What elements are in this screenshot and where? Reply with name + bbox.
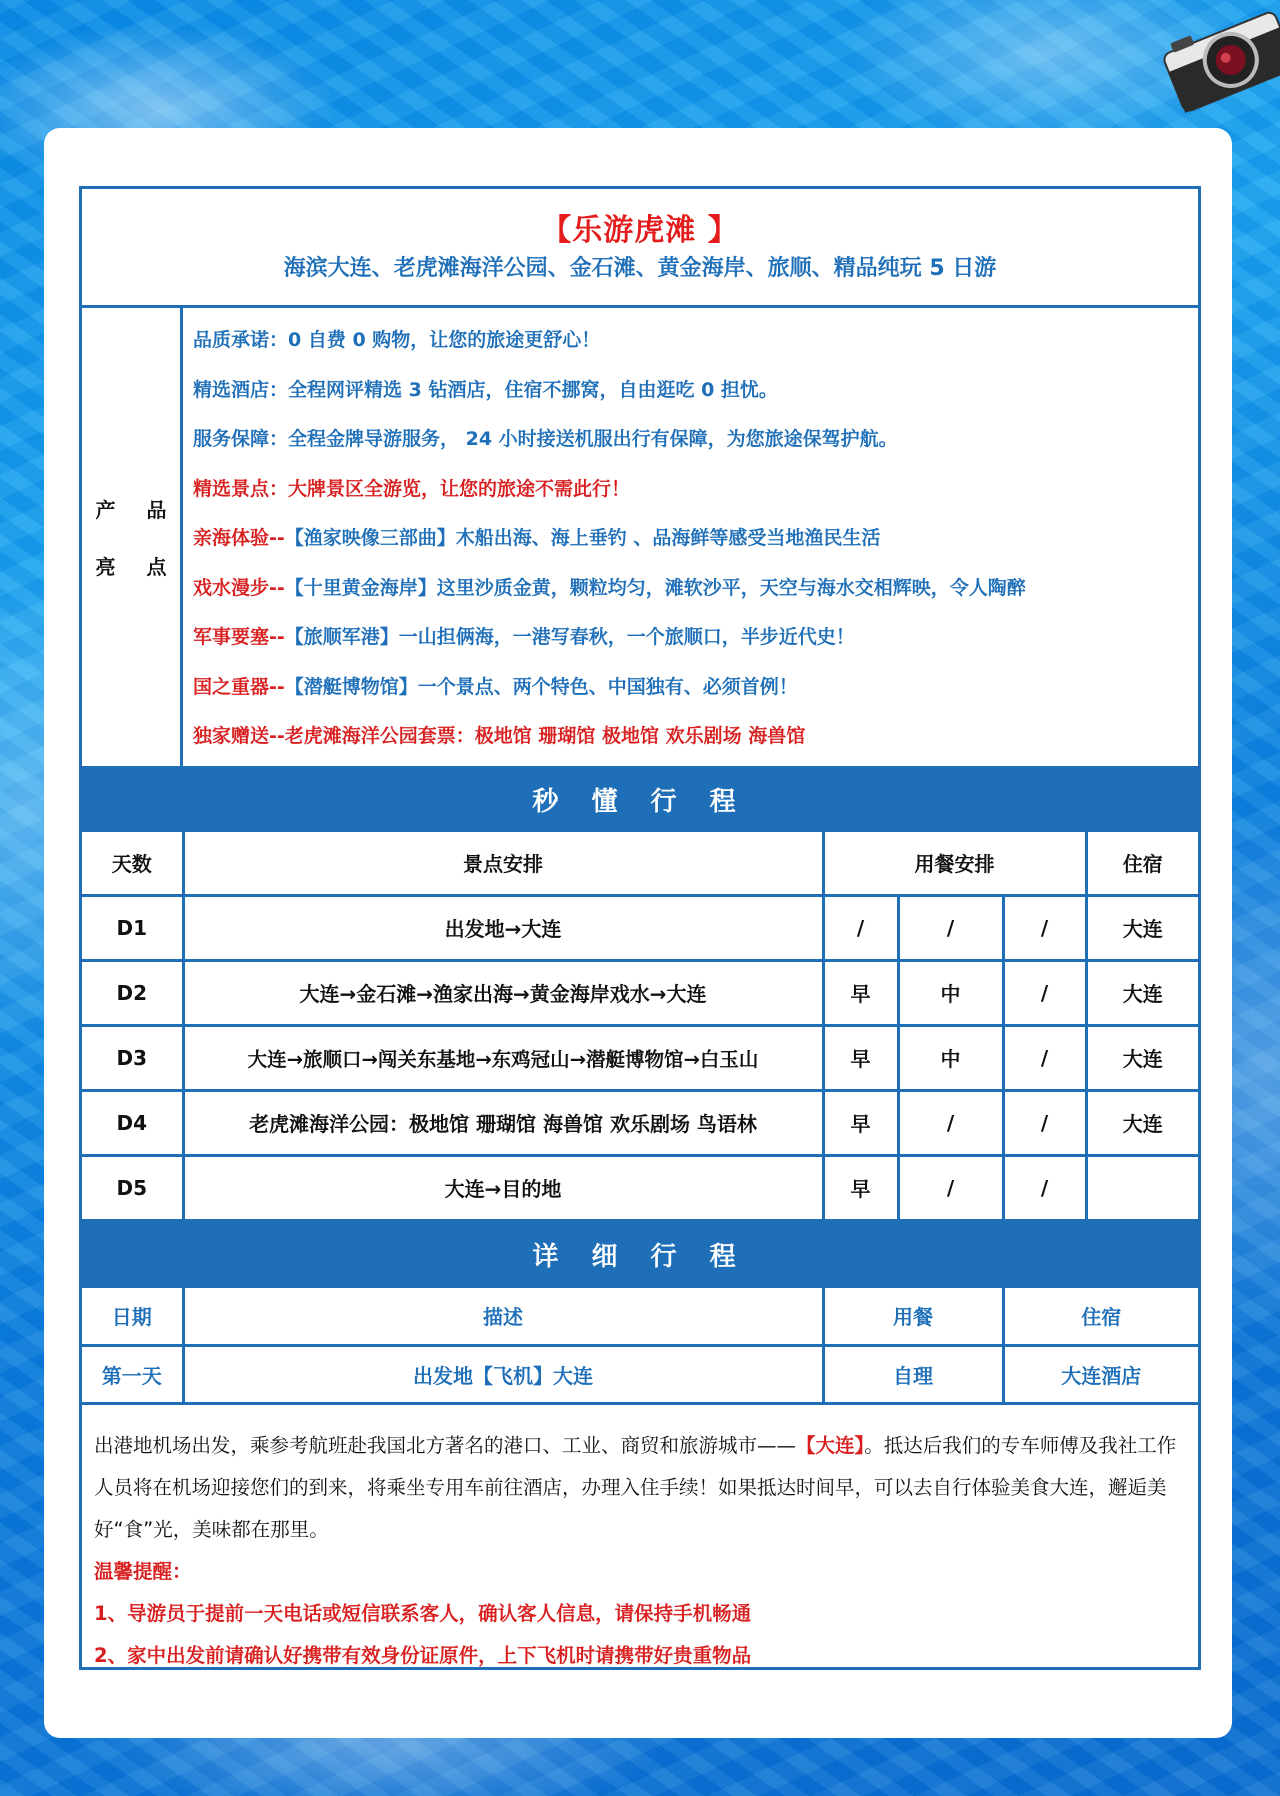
table-row: D2 大连→金石滩→渔家出海→黄金海岸戏水→大连 早 中 / 大连	[82, 960, 1198, 1025]
highlight-item: 戏水漫步--【十里黄金海岸】这里沙质金黄，颗粒均匀，滩软沙平，天空与海水交相辉映，令人陶醉	[193, 576, 1026, 599]
itinerary-frame	[79, 186, 1201, 1670]
overview-section-title: 秒 懂 行 程	[82, 766, 1198, 832]
highlight-item: 亲海体验--【渔家映像三部曲】木船出海、海上垂钓 、品海鲜等感受当地渔民生活	[193, 527, 881, 549]
day1-description: 出港地机场出发，乘参考航班赴我国北方著名的港口、工业、商贸和旅游城市——【大连】。抵达后我们的专车师傅及我社工作人员将在机场迎接您们的到来，将乘坐专用车前往酒店，办理入住手续！如果抵达时间早，可以去自行体验美食大连，邂逅美好“食”光，美味都在那里。 温馨提醒： 1、导游员于提前一天电话或短信联系客人，确认客人信息，请保持手机畅通 2、家中出发前请确认好携带有效身份证原件，上下飞机时请携带好贵重物品	[82, 1405, 1198, 1677]
highlight-item: 独家赠送--老虎滩海洋公园套票：极地馆 珊瑚馆 极地馆 欢乐剧场 海兽馆	[193, 725, 806, 747]
header-meals: 用餐安排	[823, 832, 1086, 895]
header-stay: 住宿	[1086, 832, 1198, 895]
highlight-item: 服务保障：全程金牌导游服务， 24 小时接送机服出行有保障，为您旅途保驾护航。	[193, 428, 898, 450]
table-header-row: 日期 描述 用餐 住宿	[82, 1288, 1198, 1346]
table-row: D1 出发地→大连 / / / 大连	[82, 895, 1198, 960]
table-header-row	[82, 832, 1198, 895]
header-spots: 景点安排	[183, 832, 823, 895]
detail-table	[82, 1288, 1198, 1406]
overview-table	[82, 832, 1198, 1222]
highlight-item: 军事要塞--【旅顺军港】一山担俩海，一港写春秋，一个旅顺口，半步近代史！	[193, 626, 855, 648]
highlight-item: 国之重器--【潜艇博物馆】一个景点、两个特色、中国独有、必须首例！	[193, 675, 798, 698]
tip-item: 2、家中出发前请确认好携带有效身份证原件，上下飞机时请携带好贵重物品	[94, 1644, 752, 1667]
title-block	[82, 189, 1198, 308]
page-subtitle: 海滨大连、老虎滩海洋公园、金石滩、黄金海岸、旅顺、精品纯玩 5 日游	[283, 256, 997, 281]
table-row: 第一天 出发地【飞机】大连 自理 大连酒店	[82, 1346, 1198, 1404]
highlights-section	[82, 308, 1198, 766]
highlight-item: 品质承诺：0 自费 0 购物，让您的旅途更舒心！	[193, 329, 601, 351]
table-row: D4 老虎滩海洋公园：极地馆 珊瑚馆 海兽馆 欢乐剧场 鸟语林 早 / / 大连	[82, 1090, 1198, 1155]
highlights-label: 产 品 亮 点	[82, 308, 183, 766]
tips-title: 温馨提醒：	[94, 1560, 192, 1583]
page-title: 【乐游虎滩 】	[541, 213, 739, 248]
highlight-item: 精选景点：大牌景区全游览，让您的旅途不需此行！	[193, 477, 631, 500]
header-day: 天数	[82, 832, 183, 895]
camera-icon	[1160, 0, 1280, 120]
detail-section-title: 详 细 行 程	[82, 1222, 1198, 1288]
highlight-item: 精选酒店：全程网评精选 3 钻酒店，住宿不挪窝，自由逛吃 0 担忧。	[193, 378, 778, 401]
tip-item: 1、导游员于提前一天电话或短信联系客人，确认客人信息，请保持手机畅通	[94, 1602, 752, 1625]
highlights-list	[183, 308, 1198, 766]
table-row: D5 大连→目的地 早 / /	[82, 1155, 1198, 1220]
table-row: D3 大连→旅顺口→闯关东基地→东鸡冠山→潜艇博物馆→白玉山 早 中 / 大连	[82, 1025, 1198, 1090]
